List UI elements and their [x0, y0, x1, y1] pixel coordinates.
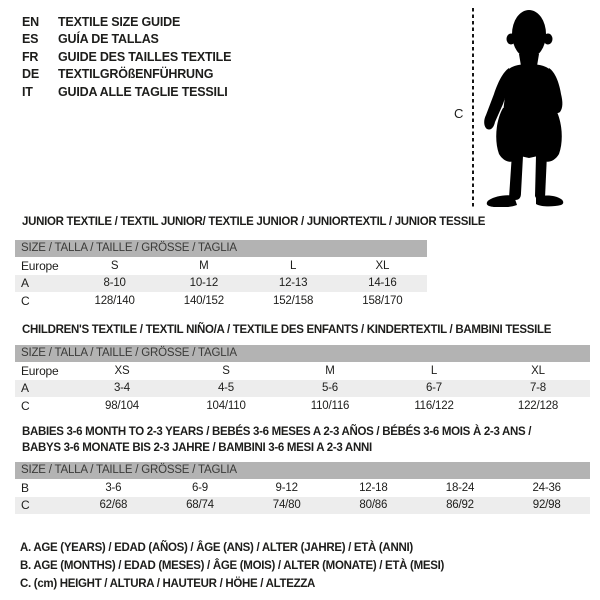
- legend-footnotes: [20, 539, 444, 594]
- months-cell: 3-6: [105, 481, 122, 494]
- height-cell: 74/80: [272, 499, 301, 512]
- size-cell: M: [325, 364, 335, 377]
- size-cell: XL: [375, 259, 390, 272]
- height-cell: 92/98: [532, 499, 561, 512]
- height-measure-dashed-line: [472, 8, 474, 207]
- babies-section-heading: [22, 424, 531, 456]
- height-cell: 110/116: [310, 399, 350, 412]
- footnote-c: C. (cm) HEIGHT / ALTURA / HAUTEUR / HÖHE / ALTEZZA: [20, 578, 316, 591]
- size-header-bar: SIZE / TALLA / TAILLE / GRÖSSE / TAGLIA: [15, 240, 427, 257]
- age-cell: 10-12: [189, 277, 219, 290]
- language-row: [22, 31, 231, 48]
- height-cell: 62/68: [99, 499, 128, 512]
- table-row-months: [15, 479, 590, 497]
- row-label: A: [21, 381, 29, 396]
- height-cell: 116/122: [414, 399, 454, 412]
- language-code: FR: [22, 49, 39, 64]
- table-row-height: [15, 497, 590, 515]
- junior-size-table: [15, 240, 427, 310]
- size-cell: S: [110, 259, 119, 272]
- table-row-age: [15, 380, 590, 398]
- row-label: Europe: [21, 363, 59, 378]
- size-cell: L: [430, 364, 438, 377]
- language-title: GUIDE DES TAILLES TEXTILE: [58, 49, 232, 64]
- height-cell: 152/158: [273, 294, 314, 307]
- age-cell: 7-8: [529, 382, 547, 395]
- language-title: TEXTILE SIZE GUIDE: [58, 15, 181, 29]
- height-cell: 158/170: [362, 294, 403, 307]
- junior-section-heading: JUNIOR TEXTILE / TEXTIL JUNIOR/ TEXTILE JUNIOR / JUNIORTEXTIL / JUNIOR TESSILE: [22, 216, 486, 228]
- height-cell: 128/140: [94, 294, 135, 307]
- height-cell: 80/86: [359, 499, 388, 512]
- babies-size-table: [15, 462, 590, 514]
- height-cell: 86/92: [446, 499, 474, 512]
- language-row: [22, 84, 231, 101]
- months-cell: 18-24: [445, 481, 475, 494]
- size-header-bar: SIZE / TALLA / TAILLE / GRÖSSE / TAGLIA: [15, 462, 590, 479]
- language-code: EN: [22, 15, 39, 29]
- size-cell: M: [199, 259, 209, 272]
- height-cell: 98/104: [105, 399, 139, 412]
- age-cell: 6-7: [425, 382, 443, 395]
- language-title: GUÍA DE TALLAS: [58, 32, 159, 47]
- height-cell: 140/152: [183, 294, 224, 307]
- children-section-heading: CHILDREN'S TEXTILE / TEXTIL NIÑO/A / TEXTILE DES ENFANTS / KINDERTEXTIL / BAMBINI TESSILE: [22, 324, 552, 336]
- row-label: B: [21, 480, 29, 495]
- language-row: [22, 66, 231, 83]
- row-label: C: [21, 498, 30, 513]
- table-row-europe: [15, 362, 590, 380]
- age-cell: 14-16: [368, 277, 397, 290]
- months-cell: 24-36: [532, 481, 561, 494]
- age-cell: 4-5: [217, 382, 235, 395]
- size-cell: XS: [114, 364, 130, 377]
- table-row-age: [15, 275, 427, 293]
- age-cell: 5-6: [321, 382, 339, 395]
- size-cell: S: [222, 364, 230, 377]
- language-row: [22, 14, 231, 31]
- baby-silhouette-icon: [481, 8, 566, 207]
- row-label: A: [21, 276, 29, 291]
- table-row-europe: [15, 257, 427, 275]
- row-label: Europe: [21, 258, 59, 273]
- table-row-height: [15, 292, 427, 310]
- measure-label-c: C: [454, 106, 464, 121]
- language-row: [22, 49, 231, 66]
- months-cell: 9-12: [275, 481, 298, 494]
- age-cell: 12-13: [278, 277, 308, 290]
- months-cell: 12-18: [359, 481, 388, 494]
- babies-heading-line2: BABYS 3-6 MONATE BIS 2-3 JAHRE / BAMBINI 3-6 MESI A 2-3 ANNI: [22, 442, 372, 454]
- age-cell: 8-10: [103, 277, 126, 290]
- row-label: C: [21, 398, 30, 413]
- size-cell: XL: [531, 364, 545, 377]
- language-title: GUIDA ALLE TAGLIE TESSILI: [58, 84, 228, 99]
- children-size-table: [15, 345, 590, 415]
- language-code: IT: [22, 84, 33, 99]
- months-cell: 6-9: [191, 481, 208, 494]
- table-row-height: [15, 397, 590, 415]
- size-header-bar: SIZE / TALLA / TAILLE / GRÖSSE / TAGLIA: [15, 345, 590, 362]
- language-title: TEXTILGRÖßENFÜHRUNG: [58, 67, 214, 82]
- footnote-b: B. AGE (MONTHS) / EDAD (MESES) / ÂGE (MOIS) / ALTER (MONATE) / ETÀ (MESI): [20, 560, 445, 573]
- age-cell: 3-4: [113, 382, 131, 395]
- row-label: C: [21, 293, 30, 308]
- language-code: DE: [22, 67, 39, 82]
- height-cell: 68/74: [186, 499, 214, 512]
- height-cell: 122/128: [517, 399, 559, 412]
- language-title-list: [22, 14, 231, 101]
- height-cell: 104/110: [206, 399, 246, 412]
- footnote-a: A. AGE (YEARS) / EDAD (AÑOS) / ÂGE (ANS) / ALTER (JAHRE) / ETÀ (ANNI): [20, 542, 413, 554]
- babies-heading-line1: BABIES 3-6 MONTH TO 2-3 YEARS / BEBÉS 3-6 MESES A 2-3 AÑOS / BÉBÉS 3-6 MOIS À 2-3 ANS /: [22, 426, 532, 438]
- language-code: ES: [22, 32, 39, 47]
- size-cell: L: [290, 259, 297, 272]
